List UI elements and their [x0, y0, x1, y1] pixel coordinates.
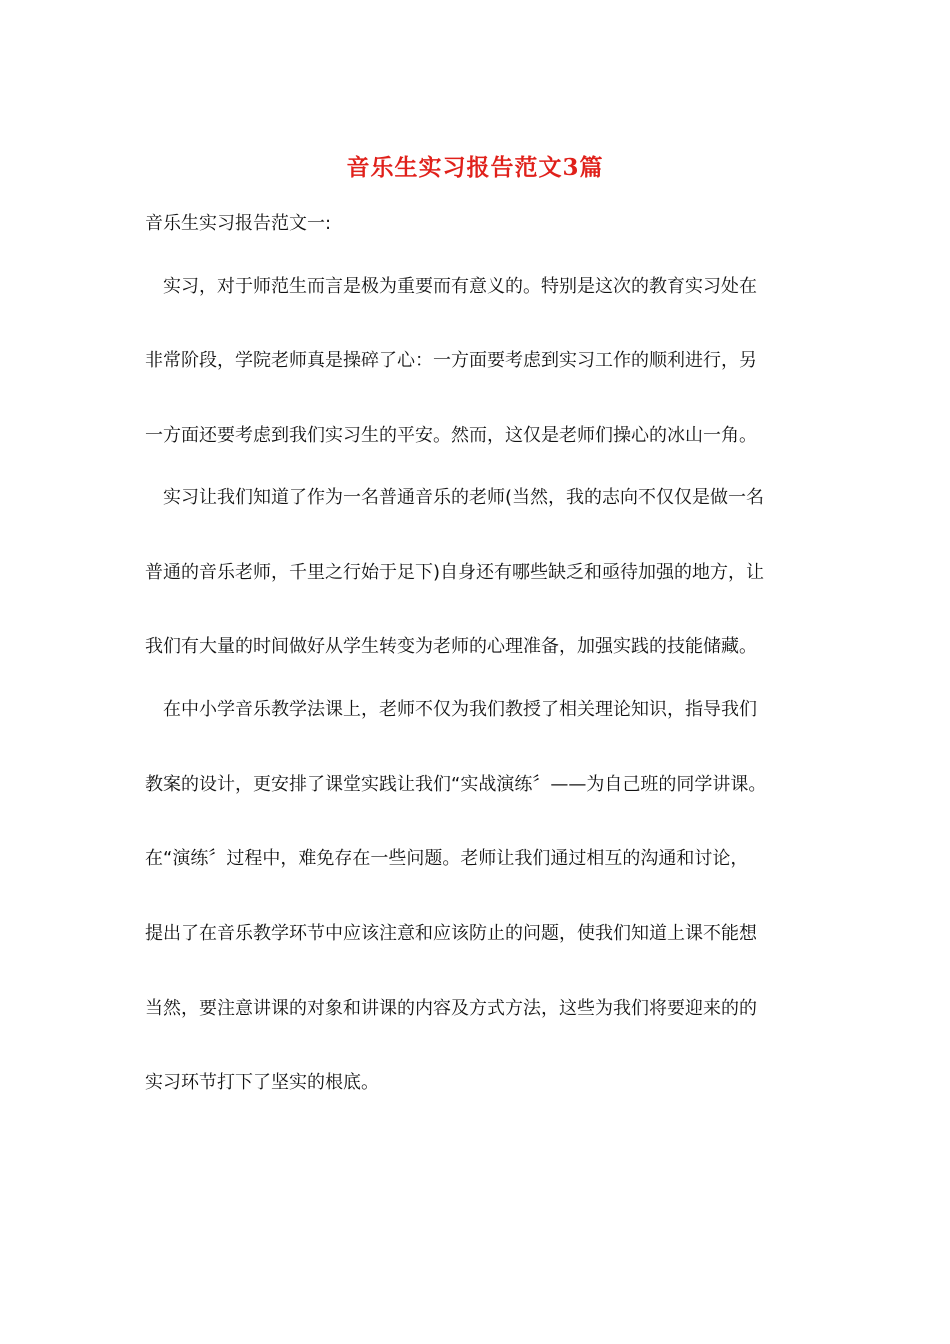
paragraph-line: 教案的设计，更安排了课堂实践让我们“实战演练〞——为自己班的同学讲课。: [145, 774, 767, 795]
paragraph-line: 实习，对于师范生而言是极为重要而有意义的。特别是这次的教育实习处在: [163, 276, 757, 297]
section-heading: 音乐生实习报告范文一:: [145, 213, 332, 234]
paragraph-line: 实习环节打下了坚实的根底。: [145, 1072, 379, 1093]
paragraph-line: 当然，要注意讲课的对象和讲课的内容及方式方法，这些为我们将要迎来的的: [145, 998, 757, 1019]
paragraph-line: 一方面还要考虑到我们实习生的平安。然而，这仅是老师们操心的冰山一角。: [145, 425, 757, 446]
paragraph-line: 非常阶段，学院老师真是操碎了心：一方面要考虑到实习工作的顺利进行，另: [145, 350, 757, 371]
paragraph-line: 提出了在音乐教学环节中应该注意和应该防止的问题，使我们知道上课不能想: [145, 923, 757, 944]
paragraph-line: 我们有大量的时间做好从学生转变为老师的心理准备，加强实践的技能储藏。: [145, 636, 757, 657]
paragraph-line: 普通的音乐老师，千里之行始于足下)自身还有哪些缺乏和亟待加强的地方，让: [145, 562, 765, 583]
paragraph-line: 在“演练〞过程中，难免存在一些问题。老师让我们通过相互的沟通和讨论，: [145, 848, 749, 869]
paragraph-line: 实习让我们知道了作为一名普通音乐的老师(当然，我的志向不仅仅是做一名: [163, 487, 765, 508]
document-title: 音乐生实习报告范文3篇: [346, 154, 604, 181]
paragraph-line: 在中小学音乐教学法课上，老师不仅为我们教授了相关理论知识，指导我们: [163, 699, 757, 720]
